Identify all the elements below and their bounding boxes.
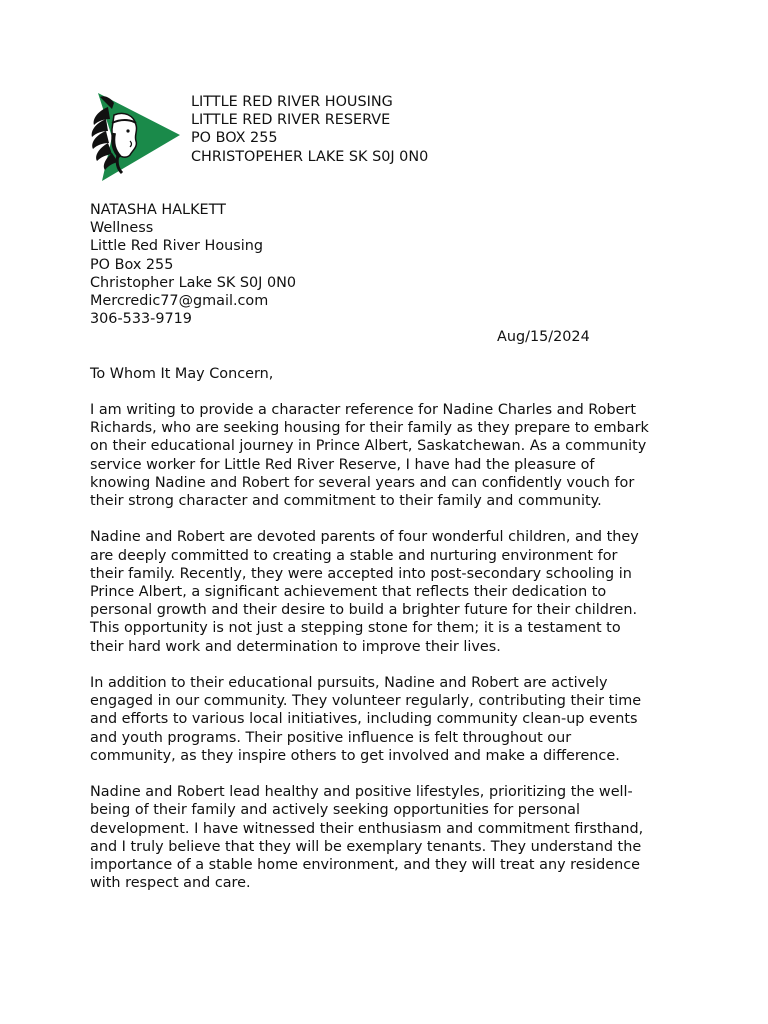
org-line: LITTLE RED RIVER RESERVE [191, 112, 391, 129]
sender-city: Christopher Lake SK S0J 0N0 [90, 274, 297, 291]
sender-name: NATASHA HALKETT [90, 202, 226, 218]
paragraph-line: and I truly believe that they will be exemplary tenants. They understand the [90, 838, 642, 855]
paragraph-line: with respect and care. [90, 875, 251, 892]
paragraph-line: personal growth and their desire to build a brighter future for their children. [90, 602, 638, 619]
paragraph [90, 528, 690, 655]
sender-phone: 306-533-9719 [90, 311, 192, 328]
paragraph-line: This opportunity is not just a stepping stone for them; it is a testament to [90, 620, 621, 637]
paragraph-line: development. I have witnessed their enthusiasm and commitment firsthand, [90, 820, 644, 837]
paragraph-line: are deeply committed to creating a stable and nurturing environment for [90, 547, 618, 564]
paragraph-line: their strong character and commitment to their family and community. [90, 493, 602, 510]
paragraph-line: importance of a stable home environment, and they will treat any residence [90, 857, 640, 874]
paragraph-line: their family. Recently, they were accepted into post-secondary schooling in [90, 565, 632, 582]
paragraph-line: Prince Albert, a significant achievement that reflects their dedication to [90, 584, 607, 601]
paragraph-line: and youth programs. Their positive influence is felt throughout our [90, 729, 572, 746]
salutation: To Whom It May Concern, [90, 366, 274, 382]
letterhead [90, 93, 690, 183]
org-line: LITTLE RED RIVER HOUSING [191, 94, 393, 110]
paragraph-line: their hard work and determination to improve their lives. [90, 638, 501, 655]
paragraph-line: service worker for Little Red River Reserve, I have had the pleasure of [90, 456, 595, 473]
paragraph [90, 401, 690, 510]
letter-date: Aug/15/2024 [497, 329, 590, 345]
paragraph-line: knowing Nadine and Robert for several years and can confidently vouch for [90, 474, 635, 491]
paragraph-line: In addition to their educational pursuits, Nadine and Robert are actively [90, 675, 608, 692]
sender-organization: Little Red River Housing [90, 238, 263, 255]
paragraph-line: community, as they inspire others to get involved and make a difference. [90, 747, 620, 764]
organization-address [191, 93, 428, 166]
paragraph [90, 783, 690, 892]
paragraph-line: Nadine and Robert lead healthy and positive lifestyles, prioritizing the well- [90, 784, 633, 801]
org-line: CHRISTOPEHER LAKE SK S0J 0N0 [191, 148, 429, 165]
paragraph-line: Nadine and Robert are devoted parents of four wonderful children, and they [90, 529, 639, 546]
paragraph-line: engaged in our community. They volunteer regularly, contributing their time [90, 693, 642, 710]
paragraph [90, 674, 690, 765]
sender-po-box: PO Box 255 [90, 256, 174, 273]
paragraph-line: Richards, who are seeking housing for their family as they prepare to embark [90, 420, 649, 437]
letter-body [90, 401, 690, 911]
sender-email: Mercredic77@gmail.com [90, 293, 269, 310]
paragraph-line: on their educational journey in Prince Albert, Saskatchewan. As a community [90, 438, 647, 455]
paragraph-line: I am writing to provide a character reference for Nadine Charles and Robert [90, 402, 636, 418]
paragraph-line: being of their family and actively seeking opportunities for personal [90, 802, 580, 819]
sender-department: Wellness [90, 220, 154, 237]
sender-address [90, 201, 296, 328]
paragraph-line: and efforts to various local initiatives, including community clean-up events [90, 711, 638, 728]
org-line: PO BOX 255 [191, 130, 278, 147]
chief-headdress-pennant-logo-icon [90, 93, 182, 181]
